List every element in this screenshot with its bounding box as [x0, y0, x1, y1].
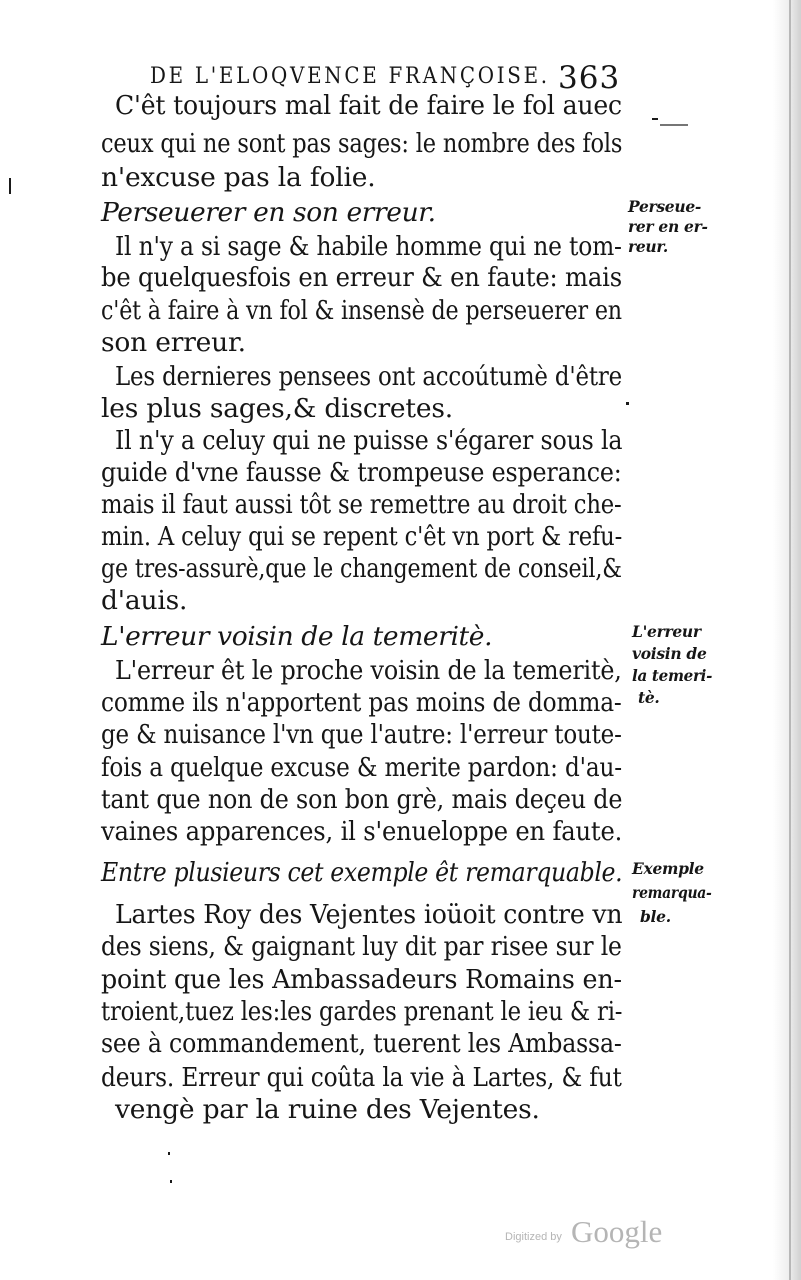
digitized-by-google-watermark: [505, 1214, 685, 1254]
section-heading: L'erreur voisin de la temeritè.: [101, 621, 493, 652]
text-line: vengè par la ruine des Vejentes.: [115, 1094, 540, 1125]
margin-note-line: voisin de: [632, 644, 707, 663]
scan-speck: [170, 1180, 172, 1183]
text-line: troient,tuez les:les gardes prenant le ieu & ri-: [101, 996, 623, 1027]
text-line: c'êt à faire à vn fol & insensè de perseuerer en: [101, 295, 622, 326]
section-heading: Perseuerer en son erreur.: [101, 197, 436, 228]
text-line: Il n'y a si sage & habile homme qui ne tom-: [115, 231, 622, 262]
text-line: n'excuse pas la folie.: [101, 162, 376, 193]
text-line: C'êt toujours mal fait de faire le fol auec: [115, 90, 622, 121]
margin-note-line: rer en er-: [628, 217, 708, 236]
text-line: deurs. Erreur qui coûta la vie à Lartes, & fut: [101, 1062, 622, 1093]
margin-note-line: L'erreur: [632, 622, 701, 641]
margin-note-line: ble.: [640, 907, 671, 926]
text-line: point que les Ambassadeurs Romains en-: [101, 964, 622, 995]
text-line: L'erreur êt le proche voisin de la temeritè,: [115, 655, 622, 686]
margin-note-line: Exemple: [632, 859, 704, 878]
text-line: ge & nuisance l'vn que l'autre: l'erreur toute-: [101, 719, 622, 750]
text-line: Il n'y a celuy qui ne puisse s'égarer sous la: [115, 425, 623, 456]
text-line: min. A celuy qui se repent c'êt vn port & refu-: [101, 521, 623, 552]
scan-speck: [168, 1152, 170, 1155]
text-line: vaines apparences, il s'enueloppe en faute.: [101, 816, 623, 847]
running-head-title: DE L'ELOQVENCE FRANÇOISE.: [150, 64, 550, 89]
page-edge-line: [789, 0, 791, 1280]
margin-note-line: la temeri-: [632, 666, 713, 685]
text-line: les plus sages,& discretes.: [101, 393, 453, 424]
scan-speck: [9, 178, 11, 194]
margin-note-line: remarqua-: [632, 883, 712, 902]
page-number: 363: [558, 60, 621, 96]
text-line: des siens, & gaignant luy dit par risee sur le: [101, 931, 622, 962]
text-line: ceux qui ne sont pas sages: le nombre des fols: [101, 128, 623, 159]
scan-speck: [626, 402, 629, 405]
text-line: Les dernieres pensees ont accoútumè d'être: [115, 361, 622, 392]
text-line: guide d'vne fausse & trompeuse esperance:: [101, 457, 622, 488]
text-line: d'auis.: [101, 585, 188, 616]
text-line: son erreur.: [101, 327, 246, 358]
text-line: comme ils n'apportent pas moins de domma-: [101, 687, 622, 718]
text-line: Lartes Roy des Vejentes ioüoit contre vn: [115, 899, 623, 930]
text-line: be quelquesfois en erreur & en faute: mais: [101, 262, 622, 293]
margin-note-line: tè.: [638, 688, 660, 707]
scan-speck: [652, 118, 658, 120]
text-line: fois a quelque excuse & merite pardon: d'au-: [101, 752, 622, 783]
page-edge-shadow: [773, 0, 801, 1280]
text-line: mais il faut aussi tôt se remettre au droit che-: [101, 489, 622, 520]
margin-note-line: Perseue-: [628, 197, 702, 216]
text-line: tant que non de son bon grè, mais deçeu de: [101, 784, 623, 815]
margin-note-line: reur.: [628, 237, 668, 256]
google-logo: Google: [571, 1214, 663, 1249]
text-line: see à commandement, tuerent les Ambassa-: [101, 1028, 622, 1059]
scan-speck: [660, 124, 688, 126]
watermark-prefix: Digitized by: [505, 1231, 562, 1243]
section-heading: Entre plusieurs cet exemple êt remarquable.: [101, 857, 623, 888]
text-line: ge tres-assurè,que le changement de conseil,&: [101, 553, 622, 584]
